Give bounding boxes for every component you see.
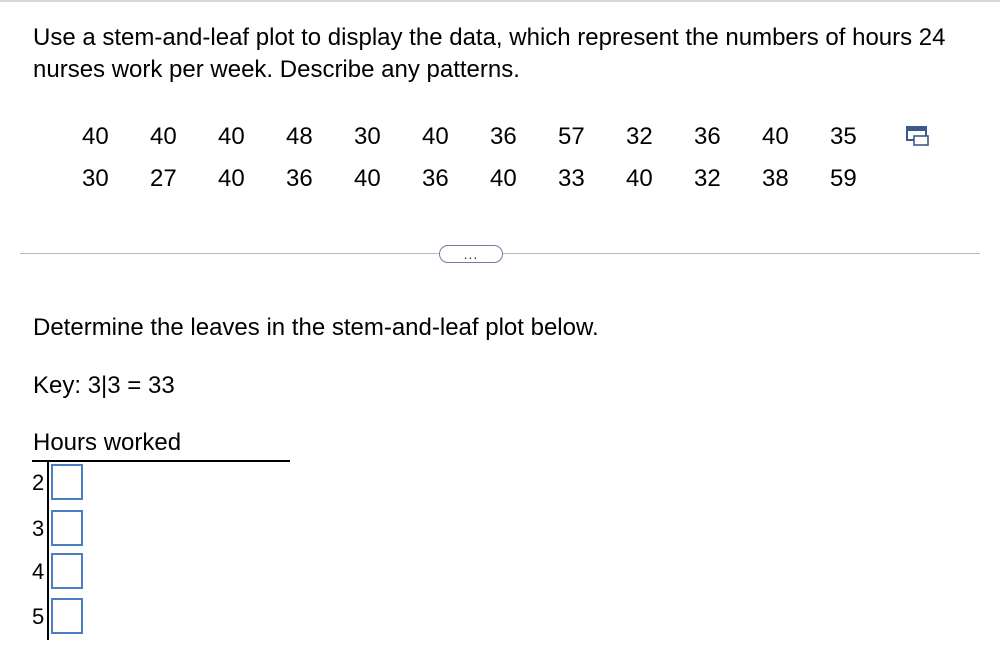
data-cell: 40 [626, 165, 653, 192]
data-cell: 38 [762, 165, 789, 192]
stem-divider-line [47, 462, 49, 640]
plot-key: Key: 3|3 = 33 [33, 372, 175, 399]
data-cell: 36 [286, 165, 313, 192]
question-text: Use a stem-and-leaf plot to display the data, which represent the numbers of hours 24 nurses work per week. Describe any patterns. [33, 24, 946, 83]
plot-header-rule [32, 460, 290, 462]
data-cell: 57 [558, 123, 585, 150]
data-row [82, 116, 898, 158]
data-row [82, 158, 898, 200]
stem-and-leaf-plot [32, 428, 292, 648]
instruction-text: Determine the leaves in the stem-and-leaf plot below. [33, 314, 599, 341]
data-cell: 35 [830, 123, 857, 150]
leaf-input-stem-5[interactable] [51, 598, 83, 634]
data-cell: 40 [150, 123, 177, 150]
stem-value: 4 [32, 559, 45, 584]
data-cell: 27 [150, 165, 177, 192]
data-cell: 40 [218, 165, 245, 192]
data-cell: 36 [490, 123, 517, 150]
leaf-input-stem-3[interactable] [51, 510, 83, 546]
data-table [82, 116, 898, 200]
plot-title: Hours worked [33, 429, 182, 456]
data-cell: 30 [354, 123, 381, 150]
data-cell: 40 [422, 123, 449, 150]
data-cell: 59 [830, 165, 857, 192]
expand-more-button[interactable]: ... [439, 245, 503, 263]
leaf-input-stem-4[interactable] [51, 553, 83, 589]
copy-data-icon-graphic [905, 125, 931, 147]
data-cell: 32 [626, 123, 653, 150]
data-cell: 40 [82, 123, 109, 150]
data-cell: 40 [490, 165, 517, 192]
data-cell: 40 [218, 123, 245, 150]
data-cell: 36 [694, 123, 721, 150]
leaf-input-stem-2[interactable] [51, 464, 83, 500]
stem-value: 5 [32, 604, 45, 629]
data-cell: 40 [762, 123, 789, 150]
copy-data-icon[interactable] [905, 125, 931, 147]
stem-value: 2 [32, 470, 45, 495]
stem-value: 3 [32, 516, 45, 541]
top-rule [0, 0, 1000, 2]
data-cell: 48 [286, 123, 313, 150]
data-cell: 30 [82, 165, 109, 192]
data-cell: 33 [558, 165, 585, 192]
data-cell: 36 [422, 165, 449, 192]
data-cell: 40 [354, 165, 381, 192]
data-cell: 32 [694, 165, 721, 192]
